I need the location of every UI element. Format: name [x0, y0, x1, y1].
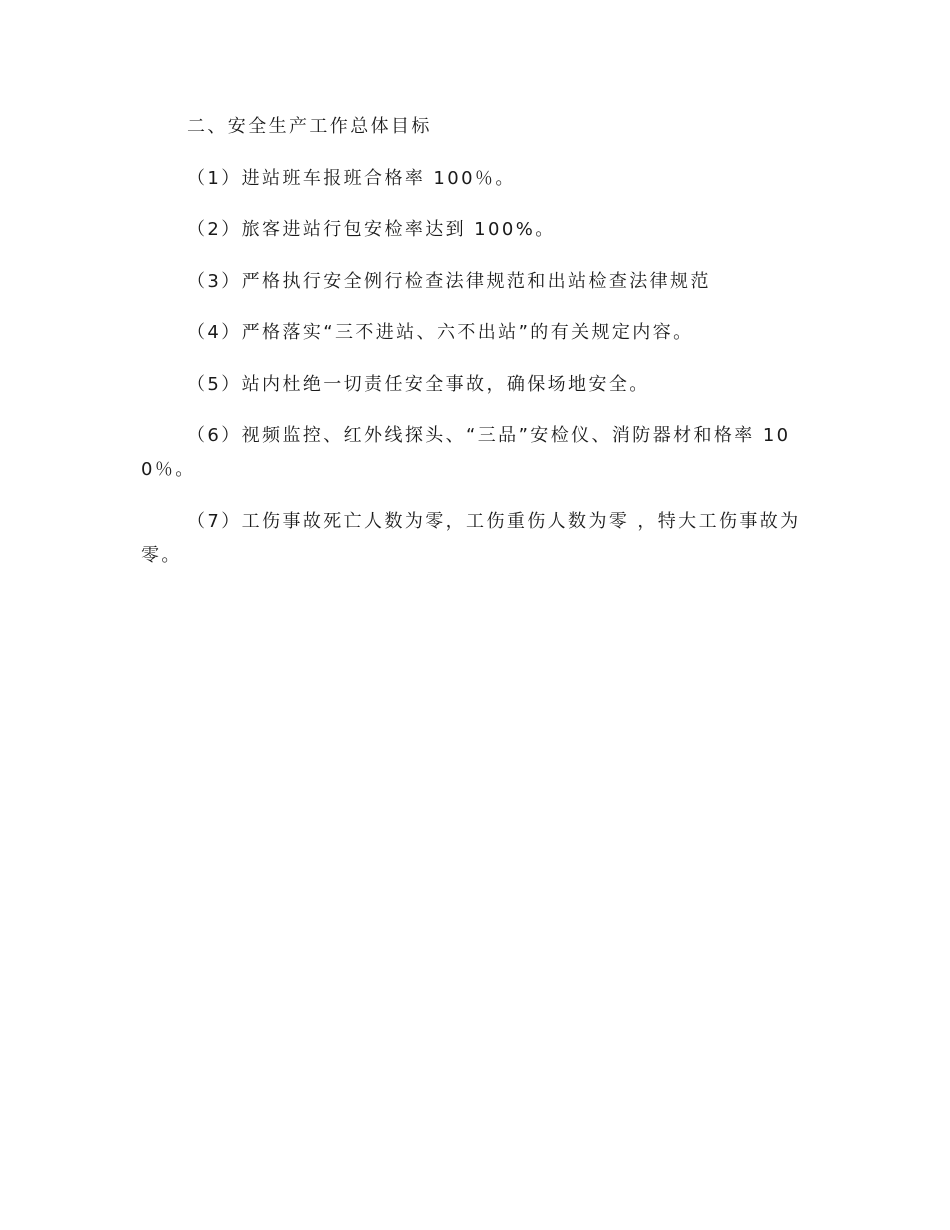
- section-heading: 二、安全生产工作总体目标: [187, 116, 432, 137]
- goal-item-4: （4）严格落实“三不进站、六不出站”的有关规定内容。: [187, 322, 694, 343]
- goal-item-5: （5）站内杜绝一切责任安全事故，确保场地安全。: [187, 373, 650, 395]
- goal-item-1: （1）进站班车报班合格率 100％。: [187, 167, 516, 189]
- goal-item-6: （6）视频监控、红外线探头、“三品”安检仪、消防器材和格率 100％。: [141, 425, 791, 480]
- goal-item-7: （7）工伤事故死亡人数为零，工伤重伤人数为零 ，特大工伤事故为零。: [141, 510, 801, 566]
- goal-item-2: （2）旅客进站行包安检率达到 100%。: [187, 219, 556, 240]
- document-body: [141, 110, 811, 590]
- goal-item-3: （3）严格执行安全例行检查法律规范和出站检查法律规范: [187, 270, 711, 292]
